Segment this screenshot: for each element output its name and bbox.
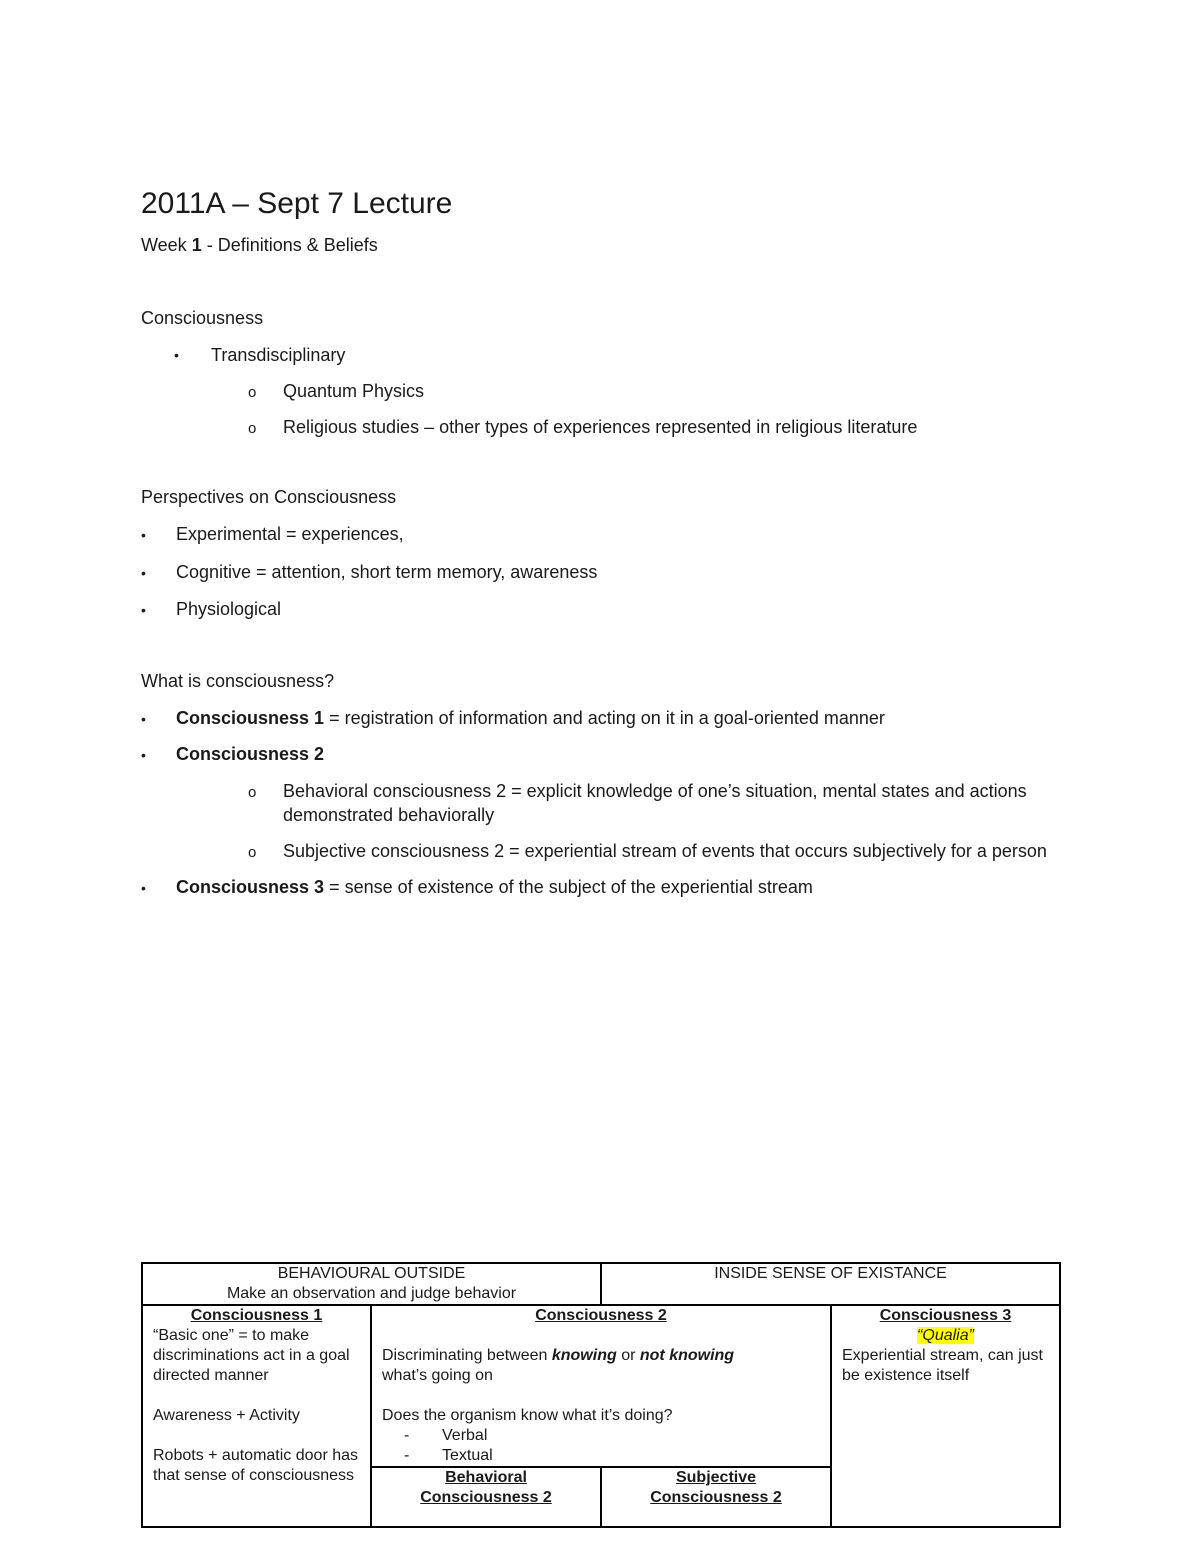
- header-inside-sense: INSIDE SENSE OF EXISTANCE: [601, 1263, 1060, 1305]
- heading-consciousness: Consciousness: [141, 308, 264, 328]
- text-span: or: [616, 1347, 640, 1364]
- circle-bullet-icon: o: [248, 784, 257, 801]
- circle-bullet-icon: o: [248, 384, 257, 401]
- bullet-icon: •: [141, 565, 146, 581]
- cell-title: Subjective: [675, 1469, 757, 1486]
- text-span: Discriminating between: [382, 1347, 552, 1364]
- header-behavioural-outside: [142, 1263, 601, 1305]
- term-consciousness-2: Consciousness 2: [176, 744, 325, 764]
- list-subitem: Behavioral consciousness 2 = explicit knowledge of one’s situation, mental states and actions: [283, 781, 1027, 801]
- cell-subjective-consciousness-2: [601, 1467, 831, 1527]
- bullet-icon: •: [141, 880, 146, 896]
- list-item: Experimental = experiences,: [176, 524, 404, 544]
- emphasis-not-knowing: not knowing: [639, 1347, 735, 1364]
- bullet-icon: •: [141, 747, 146, 763]
- cell-text: Robots + automatic door has that sense of consciousness: [153, 1447, 359, 1484]
- cell-text: Awareness + Activity: [153, 1407, 300, 1424]
- list-item-consciousness-1: [176, 708, 885, 729]
- cell-text: [382, 1346, 820, 1366]
- bullet-icon: •: [174, 347, 179, 363]
- list-subitem: Religious studies – other types of experiences represented in religious literature: [283, 417, 918, 437]
- cell-text: “Basic one” = to make discriminations act in a goal directed manner: [153, 1327, 350, 1384]
- list-item-consciousness-2: [176, 744, 324, 765]
- cell-consciousness-1: [142, 1305, 371, 1527]
- subtitle-week-number: 1: [191, 235, 202, 255]
- definition-consciousness-3: = sense of existence of the subject of the experiential stream: [324, 877, 813, 897]
- list-item: Physiological: [176, 599, 282, 619]
- subtitle-rest: - Definitions & Beliefs: [201, 235, 378, 255]
- cell-text: Does the organism know what it’s doing?: [382, 1407, 673, 1424]
- qualia-highlight: “Qualia”: [917, 1327, 974, 1344]
- header-behavioural-subtitle: Make an observation and judge behavior: [226, 1285, 517, 1302]
- cell-title: Consciousness 3: [879, 1307, 1012, 1324]
- bullet-icon: •: [141, 527, 146, 543]
- bullet-icon: •: [141, 602, 146, 618]
- cell-title: Consciousness 2: [420, 1489, 552, 1506]
- cell-consciousness-2: [371, 1305, 831, 1467]
- circle-bullet-icon: o: [248, 420, 257, 437]
- list-item: - Textual: [414, 1446, 820, 1466]
- emphasis-knowing: knowing: [551, 1347, 617, 1364]
- page-subtitle: [141, 235, 378, 256]
- heading-perspectives: Perspectives on Consciousness: [141, 487, 397, 507]
- consciousness-table: [141, 1262, 1061, 1528]
- term-consciousness-1: Consciousness 1: [176, 708, 325, 728]
- list-item: Transdisciplinary: [211, 345, 346, 365]
- cell-text: what’s going on: [382, 1367, 493, 1384]
- heading-what-is: What is consciousness?: [141, 671, 335, 691]
- cell-title: Consciousness 2: [535, 1307, 667, 1324]
- list-item: - Verbal: [414, 1426, 820, 1446]
- circle-bullet-icon: o: [248, 844, 257, 861]
- subtitle-prefix: Week: [141, 235, 192, 255]
- bullet-icon: •: [141, 711, 146, 727]
- cell-behavioral-consciousness-2: [371, 1467, 601, 1527]
- list-subitem-continued: demonstrated behaviorally: [283, 805, 495, 825]
- list-item-consciousness-3: [176, 877, 813, 898]
- page-title: 2011A – Sept 7 Lecture: [141, 187, 453, 220]
- cell-title: Consciousness 2: [650, 1489, 782, 1506]
- list-subitem: Subjective consciousness 2 = experiential stream of events that occurs subjectively for a person: [283, 841, 1047, 861]
- cell-text: Experiential stream, can just be existence itself: [842, 1347, 1043, 1384]
- list-item: Cognitive = attention, short term memory, awareness: [176, 562, 598, 582]
- dash-list: [382, 1426, 820, 1466]
- list-subitem: Quantum Physics: [283, 381, 425, 401]
- cell-title: Behavioral: [445, 1469, 527, 1486]
- cell-title: Consciousness 1: [190, 1307, 323, 1324]
- term-consciousness-3: Consciousness 3: [176, 877, 325, 897]
- cell-consciousness-3: [831, 1305, 1060, 1527]
- header-behavioural-title: BEHAVIOURAL OUTSIDE: [277, 1265, 466, 1282]
- definition-consciousness-1: = registration of information and acting on it in a goal-oriented manner: [324, 708, 885, 728]
